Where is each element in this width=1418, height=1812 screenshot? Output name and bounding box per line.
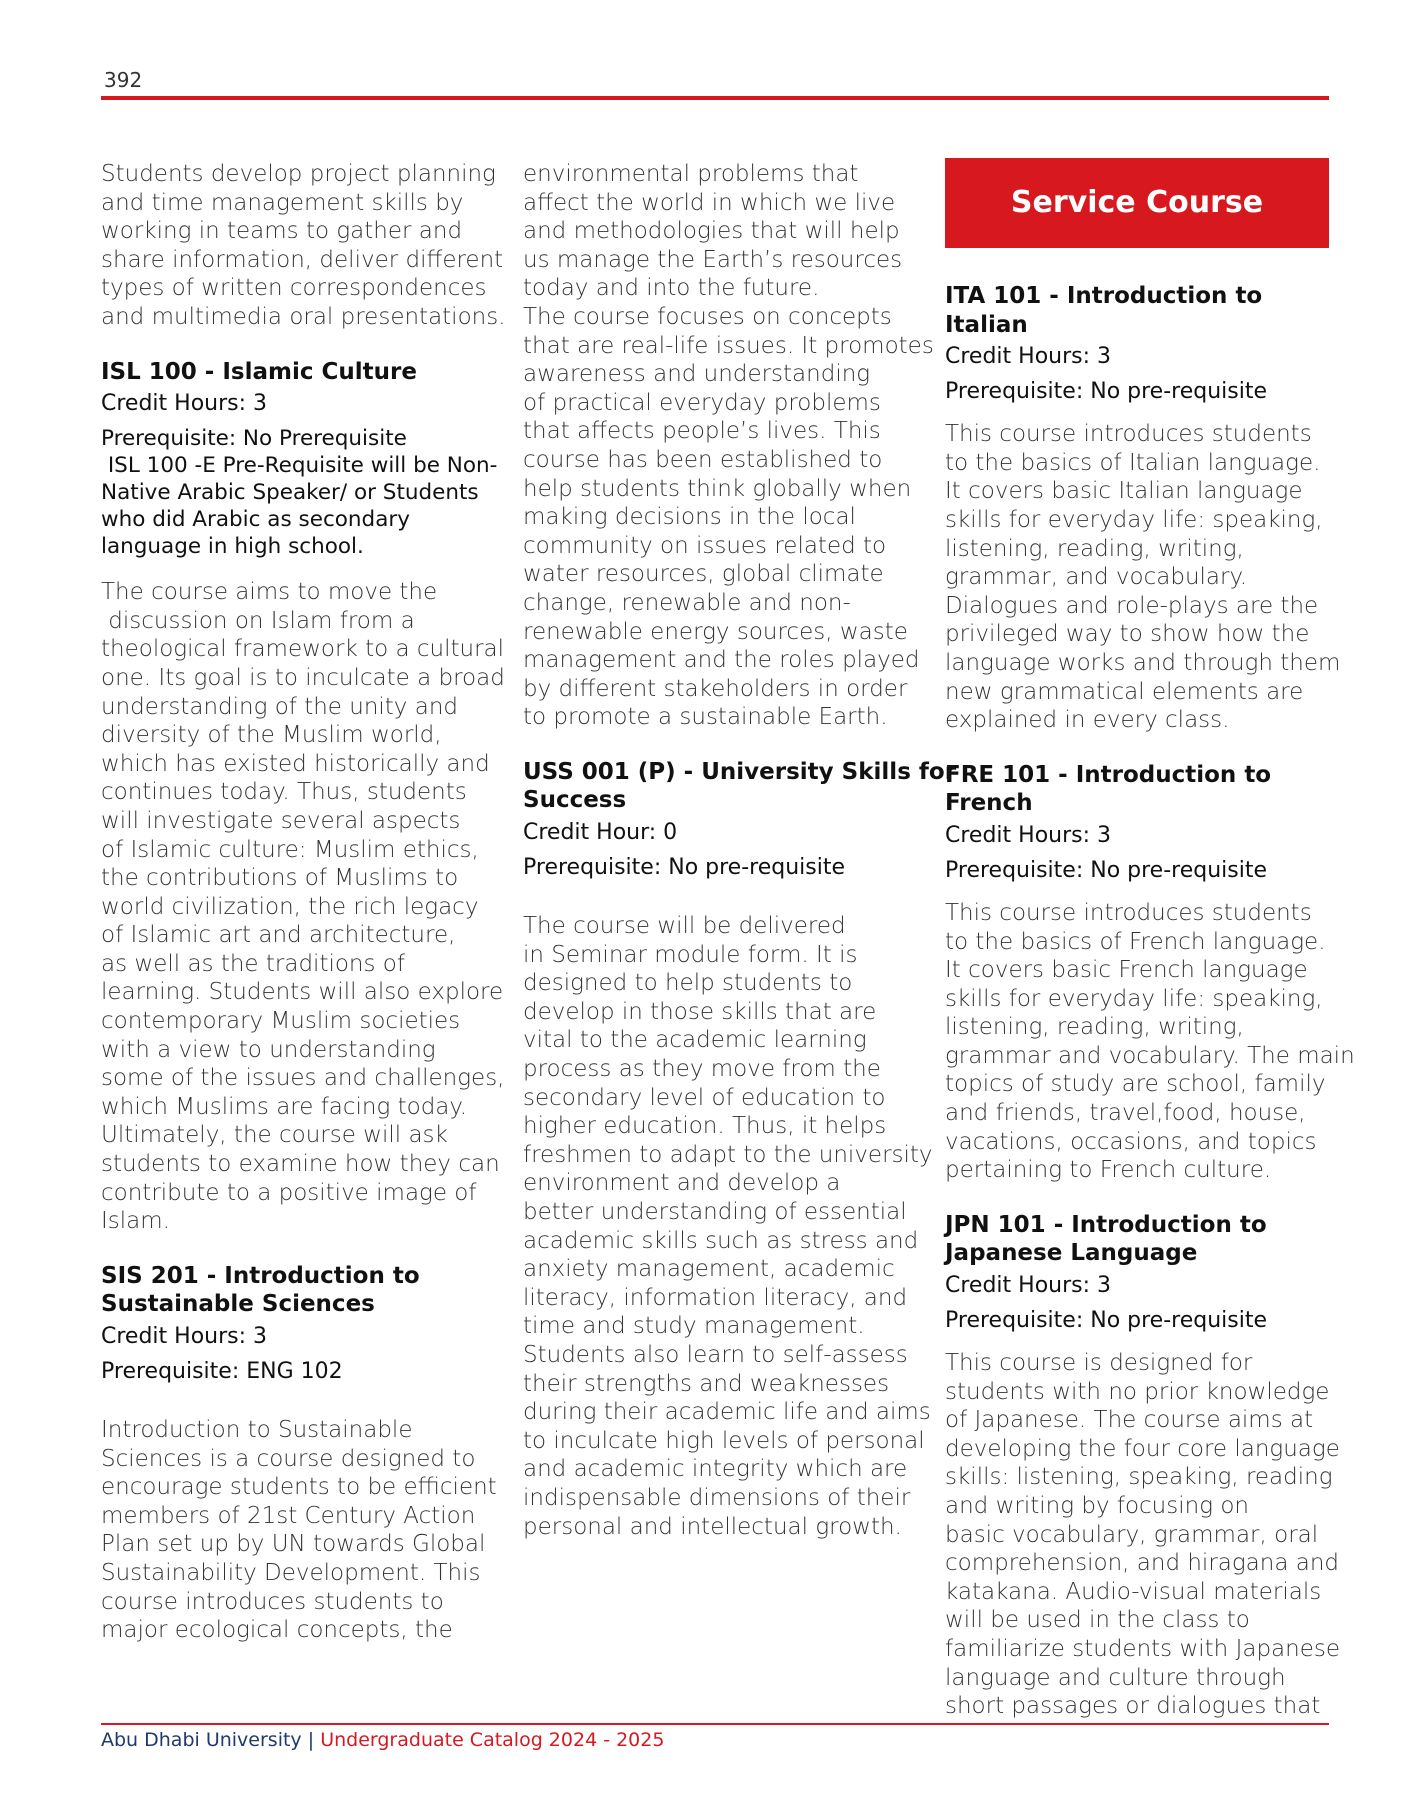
text-line: contemporary Muslim societies: [101, 1008, 461, 1035]
footer: [101, 1729, 664, 1751]
text-line: Sustainability Development. This: [101, 1559, 481, 1586]
text-line: in Seminar module form. It is: [523, 941, 858, 968]
text-line: grammar and vocabulary. The main: [945, 1042, 1355, 1069]
text-line: the contributions of Muslims to: [101, 865, 459, 892]
text-line: students with no prior knowledge: [945, 1378, 1330, 1405]
text-line: learning. Students will also explore: [101, 979, 504, 1006]
text-line: better understanding of essential: [523, 1199, 907, 1225]
text-line: during their academic life and aims: [523, 1399, 931, 1426]
column-middle: [523, 160, 957, 1567]
prerequisite-sis201: Prerequisite: ENG 102: [101, 1359, 343, 1384]
text-line: ISL 100 -E Pre-Requisite will be Non-: [101, 453, 498, 479]
text-line: to inculcate high levels of personal: [523, 1427, 925, 1454]
text-line: environment and develop a: [523, 1170, 841, 1197]
text-line: privileged way to show how the: [945, 621, 1310, 648]
text-line: Introduction to Sustainable: [101, 1417, 413, 1443]
text-line: and friends, travel,food, house,: [945, 1100, 1306, 1127]
text-line: This course is designed for: [945, 1350, 1253, 1377]
text-line: that affects people’s lives. This: [523, 418, 881, 445]
text-line: katakana. Audio-visual materials: [945, 1578, 1322, 1605]
text-line: renewable energy sources, waste: [523, 618, 908, 645]
text-line: short passages or dialogues that: [945, 1693, 1321, 1720]
text-line: world civilization, the rich legacy: [101, 893, 479, 920]
column-left: [101, 160, 506, 1671]
text-line: encourage students to be efficient: [101, 1474, 497, 1501]
text-line: anxiety management, academic: [523, 1256, 895, 1283]
text-line: to promote a sustainable Earth.: [523, 704, 888, 731]
text-line: types of written correspondences: [101, 275, 487, 302]
text-line: which Muslims are facing today.: [101, 1093, 468, 1120]
text-line: skills: listening, speaking, reading: [945, 1464, 1333, 1491]
text-line: skills for everyday life: speaking,: [945, 506, 1323, 533]
prerequisite-jpn101: Prerequisite: No pre-requisite: [945, 1308, 1267, 1334]
credit-hours-uss001: Credit Hour: 0: [523, 820, 678, 846]
course-description-ita101: [945, 420, 1341, 735]
text-line: major ecological concepts, the: [101, 1617, 453, 1644]
text-line: which has existed historically and: [101, 750, 490, 777]
text-line: It covers basic French language: [945, 957, 1308, 984]
text-line: water resources, global climate: [523, 561, 884, 588]
text-line: vital to the academic learning: [523, 1027, 867, 1054]
text-line: their strengths and weaknesses: [523, 1370, 890, 1397]
intro-paragraph: [101, 160, 506, 332]
prerequisite-ita101: Prerequisite: No pre-requisite: [945, 379, 1267, 405]
text-line: This course introduces students: [945, 421, 1312, 448]
credit-hours-isl100: Credit Hours: 3: [101, 391, 268, 417]
text-line: and time management skills by: [101, 189, 464, 216]
text-line: share information, deliver different: [101, 246, 504, 273]
text-line: and multimedia oral presentations.: [101, 303, 506, 330]
text-line: as well as the traditions of: [101, 950, 405, 977]
text-line: Sustainable Sciences: [101, 1291, 375, 1318]
text-line: The course focuses on concepts: [523, 303, 892, 330]
text-line: Islam.: [101, 1208, 170, 1235]
text-line: working in teams to gather and: [101, 218, 463, 245]
course-title-ita101: ITA 101 - Introduction to Italian: [945, 283, 1263, 338]
text-line: awareness and understanding: [523, 361, 871, 388]
text-line: The course will be delivered: [523, 913, 846, 940]
text-line: change, renewable and non-: [523, 589, 851, 616]
text-line: members of 21st Century Action: [101, 1502, 476, 1529]
text-line: some of the issues and challenges,: [101, 1065, 505, 1092]
text-line: Ultimately, the course will ask: [101, 1122, 448, 1149]
text-line: Dialogues and role-plays are the: [945, 592, 1319, 619]
text-line: topics of study are school, family: [945, 1071, 1326, 1098]
text-line: one. Its goal is to inculcate a broad: [101, 664, 505, 691]
text-line: explained in every class.: [945, 707, 1230, 734]
text-line: students to examine how they can: [101, 1151, 500, 1178]
text-line: to the basics of French language.: [945, 928, 1326, 955]
text-line: developing the four core language: [945, 1435, 1340, 1462]
text-line: who did Arabic as secondary: [101, 507, 410, 533]
text-line: Prerequisite: No Prerequisite: [101, 426, 407, 452]
text-line: time and study management.: [523, 1313, 865, 1340]
text-line: listening, reading, writing,: [945, 535, 1244, 562]
text-line: that are real-life issues. It promotes: [523, 332, 934, 359]
course-title-fre101: FRE 101 - Introduction to French: [945, 761, 1272, 817]
text-line: environmental problems that: [523, 161, 859, 187]
text-line: JPN 101 - Introduction to: [945, 1211, 1267, 1238]
text-line: familiarize students with Japanese: [945, 1635, 1340, 1662]
credit-hours-jpn101: Credit Hours: 3: [945, 1273, 1112, 1299]
text-line: making decisions in the local: [523, 504, 856, 531]
course-title-uss001: [523, 758, 957, 815]
text-line: Students develop project planning: [101, 161, 496, 187]
text-line: course has been established to: [523, 446, 883, 473]
text-line: will be used in the class to: [945, 1607, 1250, 1634]
credit-hours-sis201: Credit Hours: 3: [101, 1324, 268, 1349]
course-description-isl100: [101, 578, 505, 1236]
footer-rule: [101, 1723, 1329, 1725]
footer-catalog: Undergraduate Catalog 2024 - 2025: [320, 1729, 665, 1751]
text-line: literacy, information literacy, and: [523, 1284, 908, 1311]
text-line: basic vocabulary, grammar, oral: [945, 1521, 1319, 1548]
text-line: diversity of the Muslim world,: [101, 722, 442, 749]
course-description-sis201-continued: [523, 160, 934, 732]
text-line: comprehension, and hiragana and: [945, 1550, 1340, 1577]
text-line: process as they move from the: [523, 1056, 881, 1083]
footer-university: Abu Dhabi University: [101, 1729, 302, 1751]
text-line: skills for everyday life: speaking,: [945, 985, 1323, 1012]
credit-hours-fre101: Credit Hours: 3: [945, 822, 1112, 848]
text-line: It covers basic Italian language: [945, 478, 1303, 505]
course-title-isl100: ISL 100 - Islamic Culture: [101, 358, 417, 385]
text-line: Success: [523, 787, 627, 814]
text-line: pertaining to French culture.: [945, 1157, 1272, 1184]
text-line: freshmen to adapt to the university: [523, 1141, 933, 1168]
text-line: Plan set up by UN towards Global: [101, 1531, 486, 1558]
text-line: language and culture through: [945, 1664, 1286, 1691]
text-line: USS 001 (P) - University Skills for: [523, 758, 957, 785]
text-line: continues today. Thus, students: [101, 779, 467, 806]
text-line: designed to help students to: [523, 970, 853, 997]
text-line: SIS 201 - Introduction to: [101, 1262, 420, 1289]
course-title-jpn101: [945, 1211, 1329, 1268]
text-line: and writing by focusing on: [945, 1493, 1249, 1519]
text-line: vacations, occasions, and topics: [945, 1128, 1317, 1155]
course-description-uss001: [523, 912, 933, 1541]
text-line: grammar, and vocabulary.: [945, 564, 1248, 591]
text-line: help students think globally when: [523, 475, 912, 502]
course-description-fre101: [945, 899, 1355, 1185]
text-line: with a view to understanding: [101, 1036, 436, 1063]
prerequisite-uss001: Prerequisite: No pre-requisite: [523, 855, 845, 881]
text-line: develop in those skills that are: [523, 998, 877, 1025]
text-line: theological framework to a cultural: [101, 636, 505, 663]
text-line: us manage the Earth’s resources: [523, 246, 903, 273]
text-line: higher education. Thus, it helps: [523, 1113, 887, 1140]
header-rule: [101, 96, 1329, 100]
text-line: will investigate several aspects: [101, 807, 461, 834]
text-line: indispensable dimensions of their: [523, 1484, 911, 1511]
course-title-sis201: [101, 1262, 485, 1319]
text-line: Sciences is a course designed to: [101, 1445, 476, 1472]
text-line: personal and intellectual growth.: [523, 1513, 902, 1540]
text-line: contribute to a positive image of: [101, 1179, 477, 1206]
text-line: This course introduces students: [945, 899, 1312, 926]
text-line: secondary level of education to: [523, 1084, 886, 1111]
text-line: of Japanese. The course aims at: [945, 1407, 1314, 1434]
text-line: management and the roles played: [523, 647, 920, 674]
section-banner-service-course: Service Course: [945, 158, 1329, 248]
text-line: and methodologies that will help: [523, 218, 900, 245]
text-line: understanding of the unity and: [101, 693, 459, 720]
page-number: 392: [104, 68, 143, 92]
text-line: of practical everyday problems: [523, 389, 881, 416]
text-line: of Islamic culture: Muslim ethics,: [101, 836, 479, 863]
text-line: today and into the future.: [523, 275, 820, 302]
text-line: new grammatical elements are: [945, 678, 1304, 705]
text-line: to the basics of Italian language.: [945, 449, 1321, 476]
text-line: Students also learn to self-assess: [523, 1341, 908, 1368]
text-line: and academic integrity which are: [523, 1456, 908, 1483]
text-line: language in high school.: [101, 534, 364, 560]
text-line: language works and through them: [945, 649, 1341, 676]
text-line: of Islamic art and architecture,: [101, 922, 456, 949]
text-line: The course aims to move the: [101, 579, 438, 606]
credit-hours-ita101: Credit Hours: 3: [945, 344, 1112, 370]
text-line: academic skills such as stress and: [523, 1227, 919, 1254]
text-line: course introduces students to: [101, 1588, 444, 1615]
text-line: by different stakeholders in order: [523, 675, 908, 702]
text-line: affect the world in which we live: [523, 189, 896, 216]
text-line: Native Arabic Speaker/ or Students: [101, 480, 479, 506]
prerequisite-isl100: [101, 425, 498, 560]
text-line: discussion on Islam from a: [101, 607, 415, 634]
column-right: [945, 158, 1355, 1747]
text-line: listening, reading, writing,: [945, 1014, 1244, 1041]
course-description-sis201: [101, 1416, 497, 1645]
prerequisite-fre101: Prerequisite: No pre-requisite: [945, 857, 1267, 883]
course-description-jpn101: [945, 1349, 1340, 1721]
text-line: Japanese Language: [945, 1240, 1198, 1267]
text-line: community on issues related to: [523, 532, 887, 559]
footer-separator: |: [307, 1729, 315, 1751]
